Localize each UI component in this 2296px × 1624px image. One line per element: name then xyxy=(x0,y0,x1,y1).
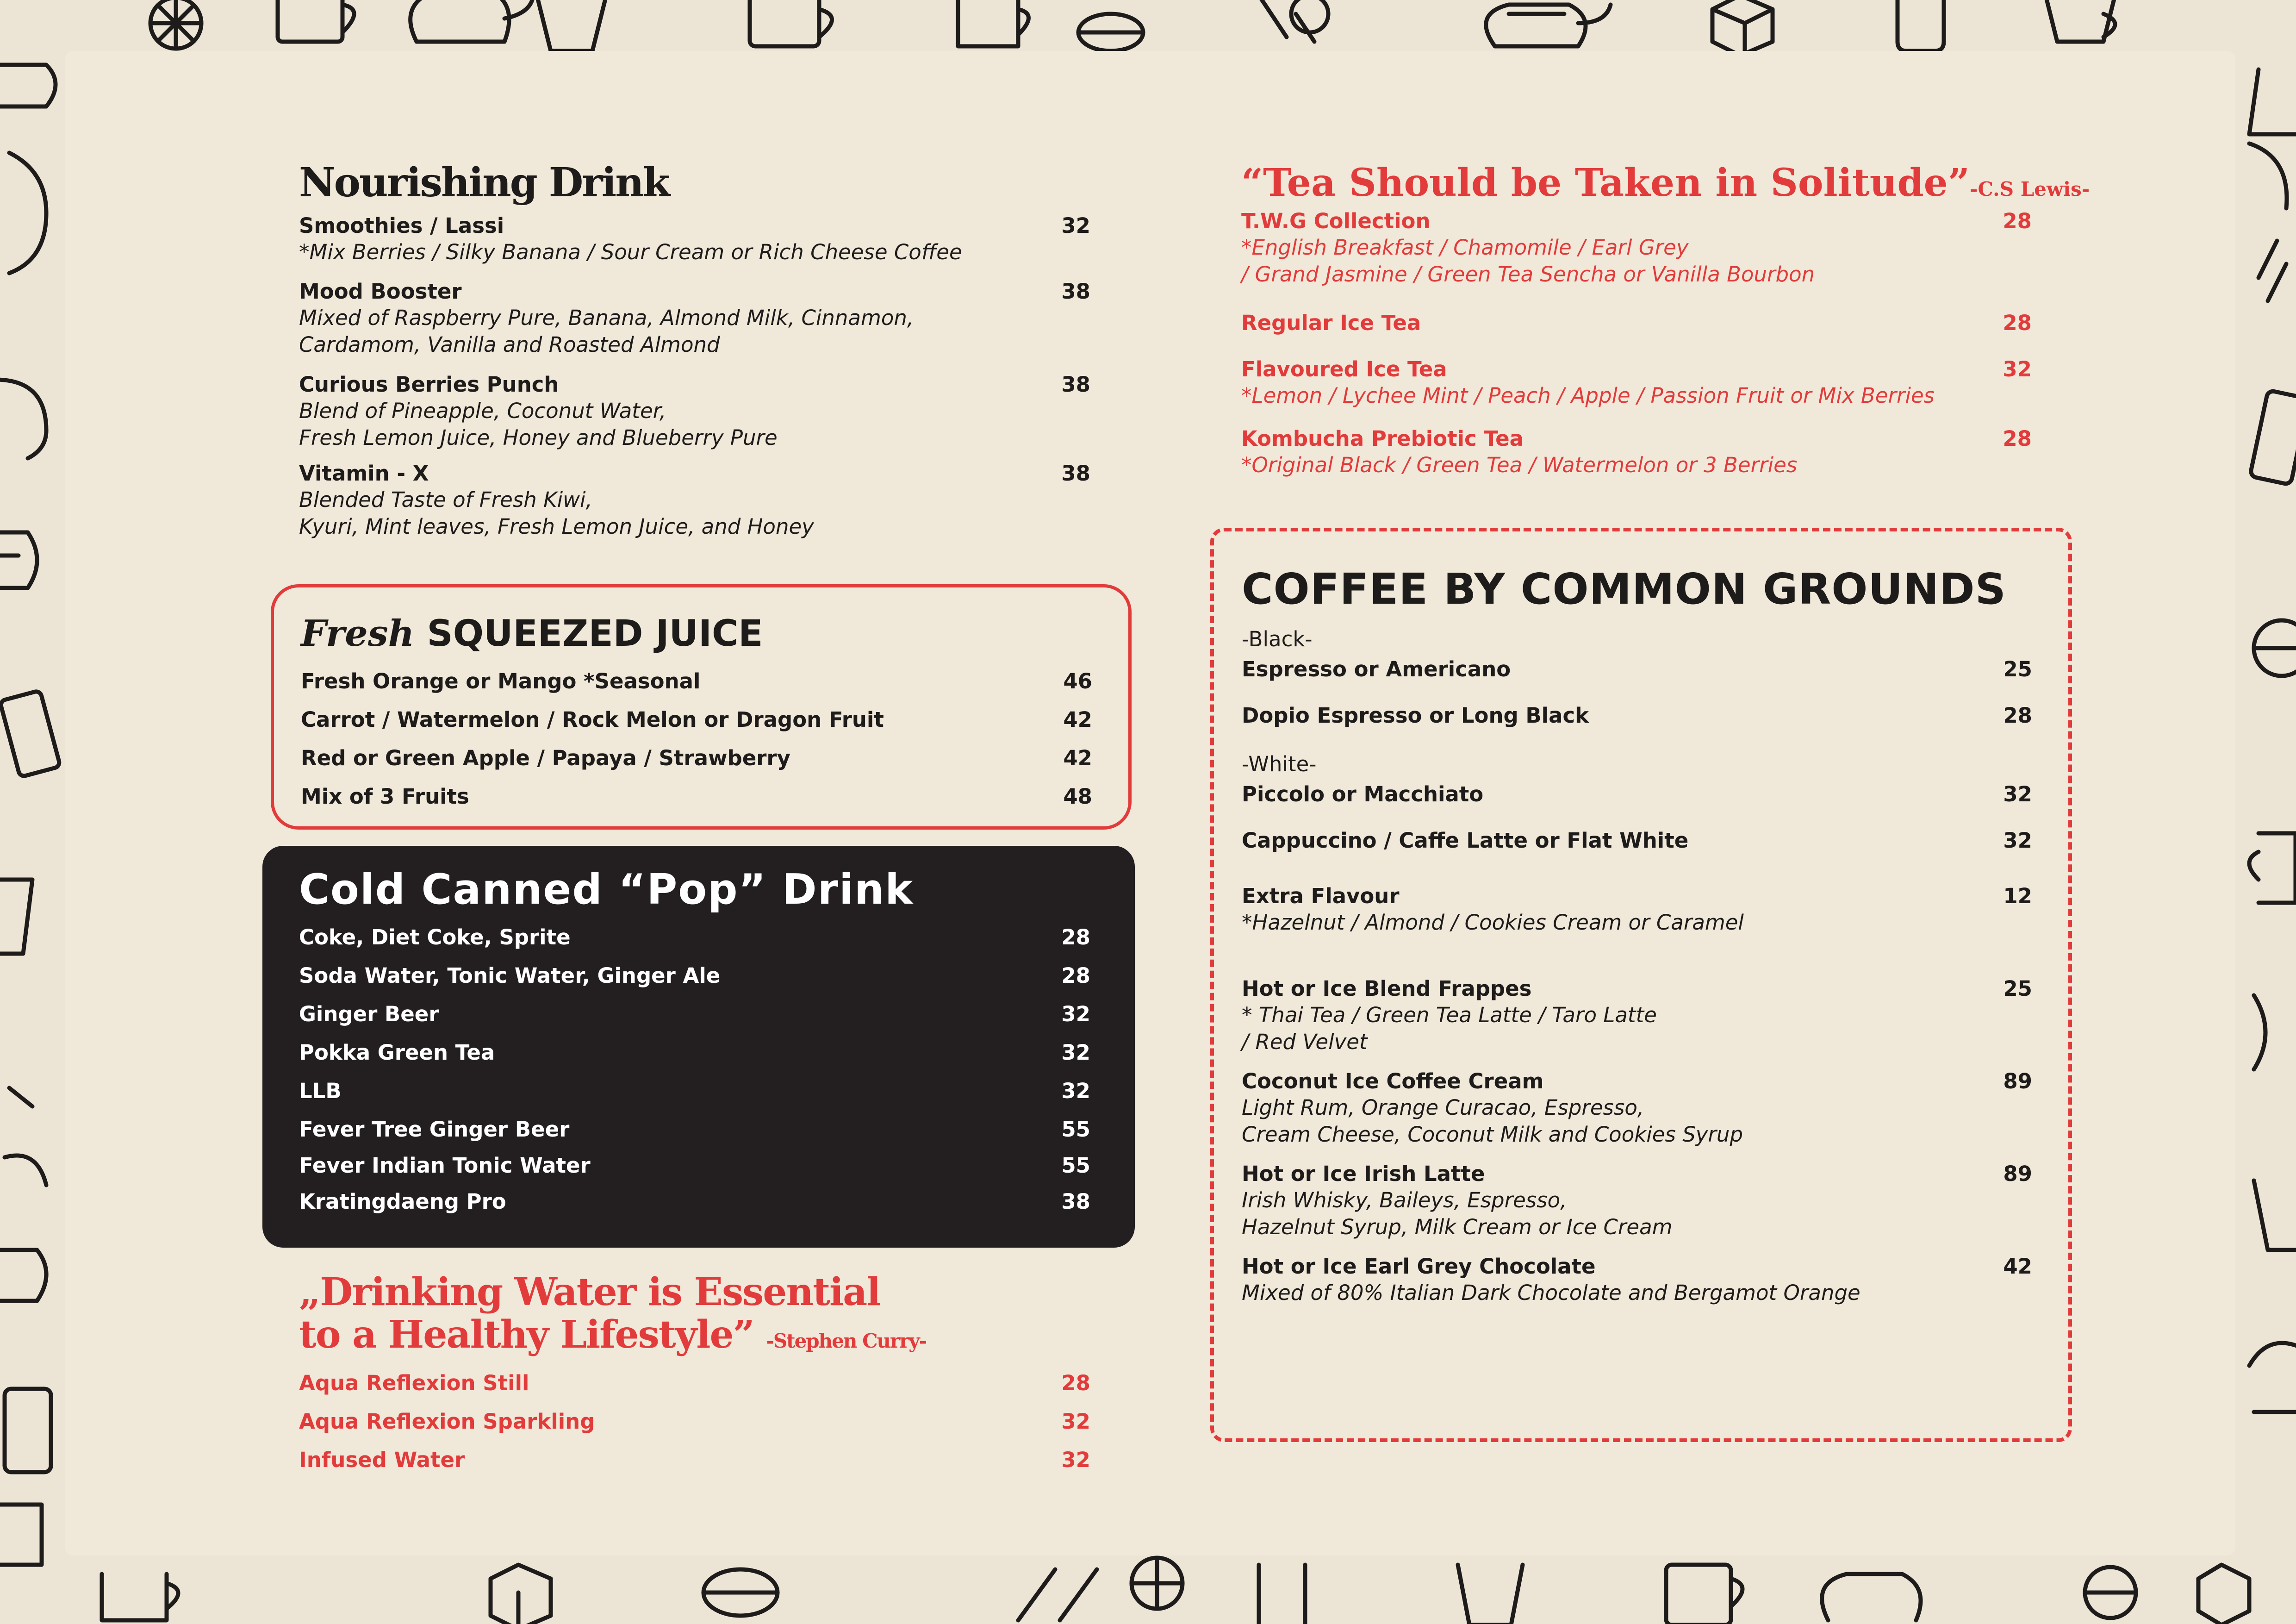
tea-section xyxy=(1241,160,2090,477)
pitcher-icon xyxy=(2249,833,2296,903)
item-name: Mix of 3 Fruits xyxy=(301,784,469,809)
item-name: Coconut Ice Coffee Cream xyxy=(1242,1069,1544,1093)
item-name: Carrot / Watermelon / Rock Melon or Dragon Fruit xyxy=(301,707,884,732)
mug-icon xyxy=(2254,995,2265,1069)
menu-item xyxy=(1242,883,2032,936)
item-price: 28 xyxy=(2003,426,2032,451)
item-price: 38 xyxy=(1061,461,1090,486)
lemon-slice-icon xyxy=(2085,1567,2136,1618)
item-description: Mixed of 80% Italian Dark Chocolate and Bergamot Orange xyxy=(1242,1280,1860,1305)
item-name: Espresso or Americano xyxy=(1242,657,1511,681)
menu-item xyxy=(299,963,1090,989)
item-name: Mood Booster xyxy=(299,279,462,304)
item-price: 28 xyxy=(2003,703,2032,728)
coffee-section xyxy=(1210,528,2072,1442)
item-price: 32 xyxy=(2003,782,2032,806)
pitcher-icon xyxy=(0,532,37,588)
item-name: Hot or Ice Earl Grey Chocolate xyxy=(1242,1254,1596,1279)
bottle-icon xyxy=(2250,390,2296,485)
straw-icon xyxy=(1018,1569,1097,1620)
title-line: to a Healthy Lifestyle” xyxy=(299,1312,754,1357)
menu-item xyxy=(299,1001,1090,1027)
item-price: 28 xyxy=(1061,1371,1090,1395)
menu-item xyxy=(1242,1068,2032,1148)
nourishing-drink-section xyxy=(299,159,1090,539)
item-name: Fresh Orange or Mango *Seasonal xyxy=(301,669,701,693)
mug-icon xyxy=(278,0,354,42)
item-description: / Red Velvet xyxy=(1242,1030,1368,1054)
cup-icon xyxy=(2249,144,2287,208)
item-price: 28 xyxy=(1061,925,1090,949)
menu-item xyxy=(1241,356,2032,409)
mug-icon xyxy=(0,1505,42,1565)
water-section xyxy=(299,1270,1090,1472)
glass-icon xyxy=(2249,69,2296,134)
cup-icon xyxy=(9,153,46,273)
lemon-slice-icon xyxy=(150,0,201,49)
straw-icon xyxy=(5,1088,46,1185)
menu-item xyxy=(1242,781,2032,807)
glass-icon xyxy=(2254,1181,2296,1250)
subheading-black: -Black- xyxy=(1242,627,1313,651)
item-price: 28 xyxy=(1061,963,1090,988)
item-price: 46 xyxy=(1063,669,1092,693)
item-name: Aqua Reflexion Sparkling xyxy=(299,1409,595,1434)
item-description: *Original Black / Green Tea / Watermelon or 3 Berries xyxy=(1241,453,1798,477)
lemon-slice-icon xyxy=(0,380,46,458)
item-description: * Thai Tea / Green Tea Latte / Taro Latte xyxy=(1242,1003,1657,1027)
item-description: Blended Taste of Fresh Kiwi, xyxy=(299,487,592,512)
menu-item xyxy=(299,1189,1090,1215)
item-name: Pokka Green Tea xyxy=(299,1040,495,1065)
mug-icon xyxy=(0,65,56,106)
item-price: 28 xyxy=(2003,209,2032,233)
menu-item xyxy=(1242,1254,2032,1306)
menu-item xyxy=(1241,208,2032,288)
item-description: *English Breakfast / Chamomile / Earl Grey xyxy=(1241,235,1689,260)
title-line: „Drinking Water is Essential xyxy=(299,1270,880,1314)
section-title: Cold Canned “Pop” Drink xyxy=(299,865,914,914)
item-name: Piccolo or Macchiato xyxy=(1242,782,1484,806)
item-description: Fresh Lemon Juice, Honey and Blueberry Pure xyxy=(299,425,778,450)
menu-item xyxy=(1242,1161,2032,1241)
title-main: SQUEEZED JUICE xyxy=(427,613,763,655)
menu-item xyxy=(299,1447,1090,1473)
item-name: Soda Water, Tonic Water, Ginger Ale xyxy=(299,963,721,988)
item-price: 42 xyxy=(1063,707,1092,732)
item-name: Dopio Espresso or Long Black xyxy=(1242,703,1589,728)
item-price: 42 xyxy=(1063,746,1092,770)
ice-cube-icon xyxy=(491,1565,551,1624)
menu-item xyxy=(299,1370,1090,1396)
item-name: Kombucha Prebiotic Tea xyxy=(1241,426,1524,451)
menu-item xyxy=(299,461,1090,540)
item-name: Cappuccino / Caffe Latte or Flat White xyxy=(1242,828,1689,853)
item-price: 48 xyxy=(1063,784,1092,809)
item-price: 28 xyxy=(2003,311,2032,335)
glass-icon xyxy=(2046,0,2115,42)
straw-icon xyxy=(2259,241,2286,301)
pitcher-icon xyxy=(1259,1565,1305,1624)
bottle-icon xyxy=(1898,0,1944,51)
fresh-juice-section xyxy=(271,584,1132,830)
item-price: 42 xyxy=(2003,1254,2032,1279)
menu-item xyxy=(299,1040,1090,1066)
item-description: / Grand Jasmine / Green Tea Sencha or Vanilla Bourbon xyxy=(1241,262,1815,287)
item-description: Kyuri, Mint leaves, Fresh Lemon Juice, and Honey xyxy=(299,514,814,539)
item-price: 25 xyxy=(2003,976,2032,1001)
item-description: Cardamom, Vanilla and Roasted Almond xyxy=(299,332,720,357)
item-description: Cream Cheese, Coconut Milk and Cookies Syrup xyxy=(1242,1122,1743,1147)
menu-item xyxy=(299,1153,1090,1179)
item-name: Aqua Reflexion Still xyxy=(299,1371,529,1395)
menu-item xyxy=(1242,703,2032,729)
item-name: Ginger Beer xyxy=(299,1002,439,1026)
item-name: Curious Berries Punch xyxy=(299,372,559,397)
item-description: Hazelnut Syrup, Milk Cream or Ice Cream xyxy=(1242,1215,1673,1239)
item-price: 32 xyxy=(1061,1002,1090,1026)
pitcher-icon xyxy=(958,0,1029,46)
item-name: Extra Flavour xyxy=(1242,884,1400,908)
item-description: Irish Whisky, Baileys, Espresso, xyxy=(1242,1188,1567,1212)
cup-icon xyxy=(102,1574,178,1620)
menu-item xyxy=(1242,656,2032,682)
menu-item xyxy=(1241,426,2032,479)
menu-item xyxy=(301,707,1092,733)
item-price: 32 xyxy=(2003,828,2032,853)
bottle-icon xyxy=(0,690,60,777)
item-name: Hot or Ice Blend Frappes xyxy=(1242,976,1532,1001)
item-price: 25 xyxy=(2003,657,2032,681)
section-title xyxy=(299,1271,1090,1362)
item-name: Coke, Diet Coke, Sprite xyxy=(299,925,571,949)
section-title xyxy=(301,611,1092,657)
ice-cube-icon xyxy=(2198,1565,2249,1624)
item-price: 38 xyxy=(1061,279,1090,304)
item-name: T.W.G Collection xyxy=(1241,209,1431,233)
teapot-icon xyxy=(1486,5,1611,46)
item-price: 38 xyxy=(1061,1189,1090,1214)
item-name: Kratingdaeng Pro xyxy=(299,1189,506,1214)
glass-icon xyxy=(537,0,606,51)
menu-item xyxy=(299,1117,1090,1143)
lemon-slice-icon xyxy=(2254,620,2296,676)
item-description: Blend of Pineapple, Coconut Water, xyxy=(299,399,666,423)
menu-item xyxy=(299,279,1090,358)
item-price: 32 xyxy=(1061,1079,1090,1103)
menu-item xyxy=(1241,310,2032,336)
item-name: Hot or Ice Irish Latte xyxy=(1242,1162,1485,1186)
title-quote: “Tea Should be Taken in Solitude” xyxy=(1241,161,1970,205)
menu-item xyxy=(299,213,1090,266)
teapot-icon xyxy=(2249,1343,2296,1412)
glass-icon xyxy=(1458,1565,1523,1624)
item-name: Regular Ice Tea xyxy=(1241,311,1421,335)
lemon-slice-icon xyxy=(1132,1558,1182,1609)
item-name: Fever Tree Ginger Beer xyxy=(299,1117,570,1142)
section-title: Nourishing Drink xyxy=(299,159,669,206)
bottle-icon xyxy=(5,1389,51,1472)
menu-item xyxy=(301,745,1092,771)
item-price: 89 xyxy=(2003,1069,2032,1093)
menu-item xyxy=(1242,976,2032,1056)
menu-item xyxy=(299,1409,1090,1435)
canned-pop-section xyxy=(262,846,1135,1248)
item-name: Smoothies / Lassi xyxy=(299,213,504,238)
section-title: COFFEE BY COMMON GROUNDS xyxy=(1242,564,2006,614)
item-description: *Lemon / Lychee Mint / Peach / Apple / Passion Fruit or Mix Berries xyxy=(1241,383,1935,408)
item-name: Red or Green Apple / Papaya / Strawberry xyxy=(301,746,790,770)
quote-author: -Stephen Curry- xyxy=(766,1330,927,1352)
item-description: Mixed of Raspberry Pure, Banana, Almond Milk, Cinnamon, xyxy=(299,306,914,330)
item-name: Fever Indian Tonic Water xyxy=(299,1153,591,1178)
item-price: 12 xyxy=(2003,884,2032,908)
item-price: 32 xyxy=(1061,213,1090,238)
item-description: Light Rum, Orange Curacao, Espresso, xyxy=(1242,1095,1644,1120)
item-price: 32 xyxy=(1061,1409,1090,1434)
teapot-icon xyxy=(1822,1574,1921,1620)
item-price: 38 xyxy=(1061,372,1090,397)
item-name: Vitamin - X xyxy=(299,461,429,486)
item-description: *Hazelnut / Almond / Cookies Cream or Caramel xyxy=(1242,910,1744,935)
item-price: 55 xyxy=(1061,1117,1090,1142)
item-name: LLB xyxy=(299,1079,342,1103)
title-script: Fresh xyxy=(301,612,415,655)
item-name: Flavoured Ice Tea xyxy=(1241,357,1447,381)
glass-icon xyxy=(0,880,32,954)
subheading-white: -White- xyxy=(1242,752,1317,776)
item-price: 89 xyxy=(2003,1162,2032,1186)
menu-item xyxy=(1242,828,2032,854)
item-price: 32 xyxy=(1061,1040,1090,1065)
lemon-slice-icon xyxy=(703,1569,778,1616)
menu-item xyxy=(299,372,1090,451)
section-title xyxy=(1241,160,2090,212)
menu-item xyxy=(299,924,1090,950)
item-name: Infused Water xyxy=(299,1448,465,1472)
quote-author: -C.S Lewis- xyxy=(1970,178,2090,200)
straw-icon xyxy=(1259,0,1328,42)
cup-icon xyxy=(0,1250,46,1301)
item-price: 55 xyxy=(1061,1153,1090,1178)
lemon-slice-icon xyxy=(1078,14,1143,51)
mug-icon xyxy=(1666,1565,1742,1624)
item-price: 32 xyxy=(1061,1448,1090,1472)
menu-item xyxy=(301,668,1092,694)
menu-item xyxy=(301,784,1092,810)
menu-item xyxy=(299,1078,1090,1104)
teapot-icon xyxy=(411,0,532,42)
item-price: 32 xyxy=(2003,357,2032,381)
item-description: *Mix Berries / Silky Banana / Sour Cream or Rich Cheese Coffee xyxy=(299,240,962,264)
cup-icon xyxy=(750,0,832,46)
ice-cube-icon xyxy=(1712,0,1773,56)
